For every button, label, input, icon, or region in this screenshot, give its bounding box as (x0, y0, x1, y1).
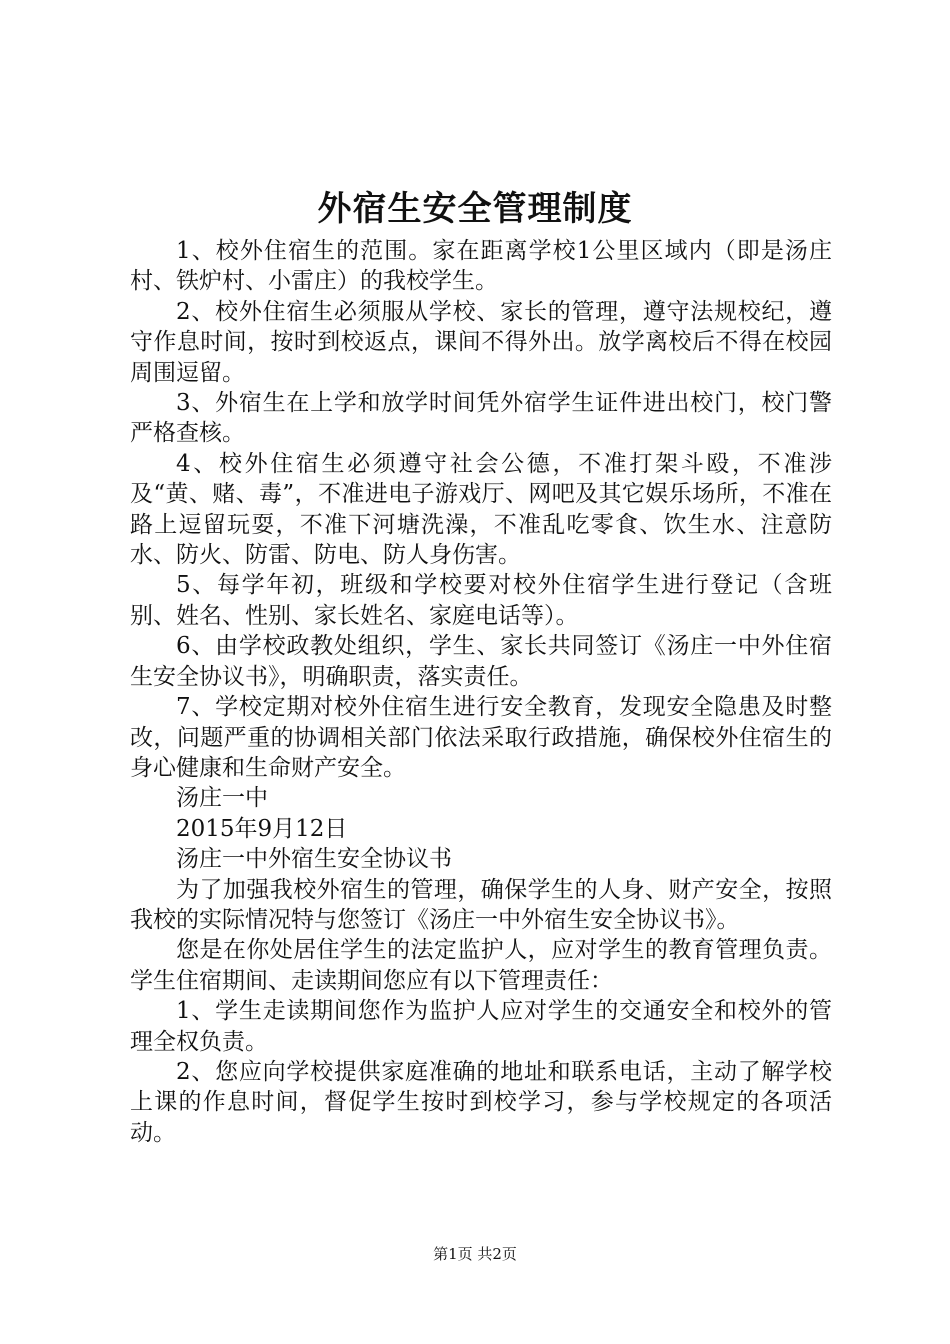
paragraph: 1、校外住宿生的范围。家在距离学校1公里区域内（即是汤庄村、铁炉村、小雷庄）的我校学生。 (130, 238, 832, 295)
paragraph: 6、由学校政教处组织，学生、家长共同签订《汤庄一中外住宿生安全协议书》，明确职责，落实责任。 (130, 633, 832, 690)
signature-date: 2015年9月12日 (176, 815, 348, 842)
page-footer: 第1页 共2页 (433, 1245, 517, 1263)
paragraph: 4、校外住宿生必须遵守社会公德，不准打架斗殴，不准涉及“黄、赌、毒”，不准进电子游戏厅、网吧及其它娱乐场所，不准在路上逗留玩耍，不准下河塘洗澡，不准乱吃零食、饮生水、注意防水、防火、防雷、防电、防人身伤害。 (130, 450, 832, 569)
paragraph: 您是在你处居住学生的法定监护人，应对学生的教育管理负责。学生住宿期间、走读期间您应有以下管理责任： (130, 937, 832, 994)
document-body (130, 236, 832, 1148)
paragraph: 2、校外住宿生必须服从学校、家长的管理，遵守法规校纪，遵守作息时间，按时到校返点，课间不得外出。放学离校后不得在校园周围逗留。 (130, 298, 832, 386)
paragraph: 5、每学年初，班级和学校要对校外住宿学生进行登记（含班别、姓名、性别、家长姓名、家庭电话等）。 (130, 572, 832, 629)
paragraph: 2、您应向学校提供家庭准确的地址和联系电话，主动了解学校上课的作息时间，督促学生按时到校学习，参与学校规定的各项活动。 (130, 1058, 832, 1146)
paragraph: 3、外宿生在上学和放学时间凭外宿学生证件进出校门，校门警严格查核。 (130, 390, 832, 447)
signature-school: 汤庄一中 (176, 785, 268, 812)
paragraph: 7、学校定期对校外住宿生进行安全教育，发现安全隐患及时整改，问题严重的协调相关部门依法采取行政措施，确保校外住宿生的身心健康和生命财产安全。 (130, 694, 832, 781)
page-title: 外宿生安全管理制度 (317, 189, 633, 229)
section-heading: 汤庄一中外宿生安全协议书 (176, 846, 452, 873)
paragraph: 为了加强我校外宿生的管理，确保学生的人身、财产安全，按照我校的实际情况特与您签订《汤庄一中外宿生安全协议书》。 (130, 876, 832, 933)
paragraph: 1、学生走读期间您作为监护人应对学生的交通安全和校外的管理全权负责。 (130, 998, 832, 1055)
